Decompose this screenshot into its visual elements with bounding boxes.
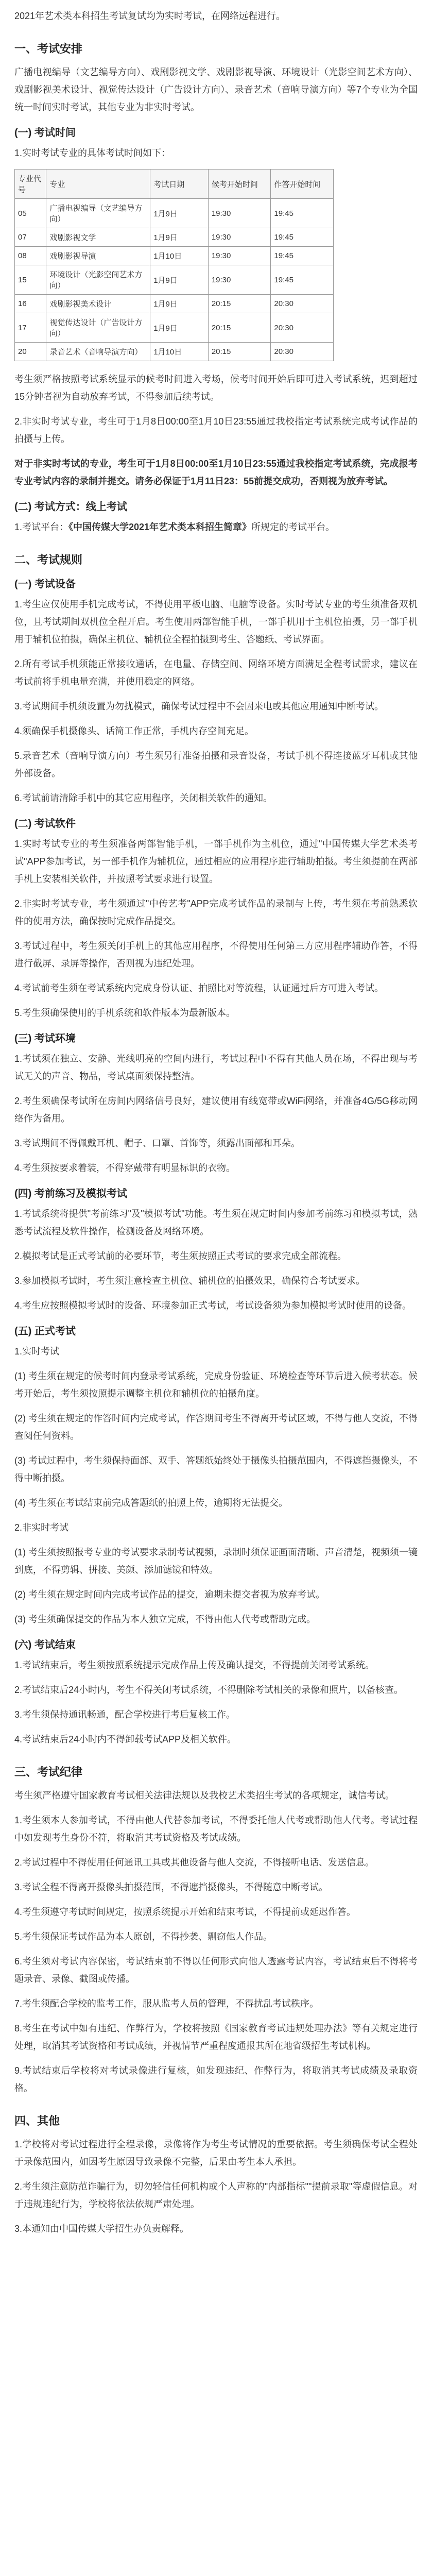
table-row — [15, 247, 334, 265]
section-2-heading: 二、考试规则 — [14, 553, 83, 566]
s1-sub1: (一) 考试时间 — [14, 127, 76, 139]
s2-p27: (2) 考生须在规定时间内完成考试作品的提交，逾期未提交者视为放弃考试。 — [14, 1589, 325, 1600]
s2-p15: 4.考生须按要求着装，不得穿戴带有明显标识的衣物。 — [14, 1163, 236, 1173]
th-wait: 候考开始时间 — [208, 170, 271, 199]
cell-date: 1月9日 — [150, 295, 209, 313]
s2-p24: (4) 考生须在考试结束前完成答题纸的拍照上传，逾期将无法提交。 — [14, 1498, 288, 1508]
cell-code: 05 — [15, 199, 46, 228]
table-row — [15, 199, 334, 228]
s2-p3: 3.考试期间手机须设置为勿扰模式，确保考试过程中不会因来电或其他应用通知中断考试。 — [14, 701, 384, 711]
s2-p4: 4.须确保手机摄像头、话筒工作正常，手机内存空间充足。 — [14, 726, 254, 736]
intro-paragraph: 2021年艺术类本科招生考试复试均为实时考试，在网络远程进行。 — [14, 11, 286, 21]
s2-p19: 4.考生应按照模拟考试时的设备、环境参加正式考试，考试设备须为参加模拟考试时使用的设备。 — [14, 1300, 412, 1311]
s3-p9: 8.考生在考试中如有违纪、作弊行为，学校将按照《国家教育考试违规处理办法》等有关规定进行处理，取消其考试资格和考试成绩，并视情节严重程度通报其所在地省级招生考试机构。 — [14, 2023, 418, 2051]
s2-p1: 1.考生应仅使用手机完成考试，不得使用平板电脑、电脑等设备。实时考试专业的考生须准备双机位，且考试期间双机位全程开启。考生使用两部智能手机，一部手机用于主机位拍摄，另一部手机用于辅机位拍摄，确保主机位、辅机位全程拍摄到考生、答题纸、考试界面。 — [14, 599, 418, 645]
cell-answer: 20:30 — [271, 295, 334, 313]
cell-code: 07 — [15, 228, 46, 247]
cell-wait: 20:15 — [208, 343, 271, 361]
cell-answer: 19:45 — [271, 247, 334, 265]
cell-wait: 19:30 — [208, 199, 271, 228]
s2-p13: 2.考生须确保考试所在房间内网络信号良好，建议使用有线宽带或WiFi网络，并准备4G/5G移动网络作为备用。 — [14, 1096, 418, 1124]
section-3-heading: 三、考试纪律 — [14, 1766, 83, 1778]
s2-p32: 4.考试结束后24小时内不得卸载考试APP及相关软件。 — [14, 1734, 237, 1744]
cell-date: 1月10日 — [150, 343, 209, 361]
s2-p29: 1.考试结束后，考生须按照系统提示完成作品上传及确认提交，不得提前关闭考试系统。 — [14, 1660, 375, 1670]
table-row — [15, 265, 334, 295]
s2-p18: 3.参加模拟考试时，考生须注意检查主机位、辅机位的拍摄效果，确保符合考试要求。 — [14, 1276, 366, 1286]
cell-wait: 20:15 — [208, 313, 271, 343]
cell-date: 1月9日 — [150, 265, 209, 295]
s2-p14: 3.考试期间不得佩戴耳机、帽子、口罩、首饰等，须露出面部和耳朵。 — [14, 1138, 301, 1148]
s2-sub3: (三) 考试环境 — [14, 1033, 76, 1044]
cell-code: 08 — [15, 247, 46, 265]
s2-sub2: (二) 考试软件 — [14, 818, 76, 829]
s4-p2: 2.考生须注意防范诈骗行为，切勿轻信任何机构或个人声称的"内部指标""提前录取"等虚假信息。对于违规违纪行为，学校将依法依规严肃处理。 — [14, 2181, 418, 2209]
s2-p26: (1) 考生须按照报考专业的考试要求录制考试视频，录制时须保证画面清晰、声音清楚，视频须一镜到底，不得剪辑、拼接、美颜、添加滤镜和特效。 — [14, 1547, 418, 1575]
cell-answer: 20:30 — [271, 313, 334, 343]
s1-sub1-intro: 1.实时考试专业的具体考试时间如下： — [14, 148, 171, 158]
s2-p23: (3) 考试过程中，考生须保持面部、双手、答题纸始终处于摄像头拍摄范围内，不得遮挡摄像头，不得中断拍摄。 — [14, 1455, 418, 1483]
s2-p5: 5.录音艺术（音响导演方向）考生须另行准备拍摄和录音设备，考试手机不得连接蓝牙耳机或其他外部设备。 — [14, 751, 418, 778]
cell-code: 17 — [15, 313, 46, 343]
cell-answer: 19:45 — [271, 199, 334, 228]
section-4-heading: 四、其他 — [14, 2114, 60, 2127]
section-1-heading: 一、考试安排 — [14, 42, 83, 55]
s1-p3: 2.非实时考试专业，考生可于1月8日00:00至1月10日23:55通过我校指定考试系统完成考试作品的拍摄与上传。 — [14, 416, 418, 444]
s1-p1: 广播电视编导（文艺编导方向）、戏剧影视文学、戏剧影视导演、环境设计（光影空间艺术方向）、戏剧影视美术设计、视觉传达设计（广告设计方向）、录音艺术（音响导演方向）等7个专业为全国统一时间实时考试，其他专业为非实时考试。 — [14, 67, 418, 112]
s2-p11: 5.考生须确保使用的手机系统和软件版本为最新版本。 — [14, 1008, 236, 1018]
cell-major: 戏剧影视文学 — [46, 228, 150, 247]
s3-p10: 9.考试结束后学校将对考试录像进行复核，如发现违纪、作弊行为，将取消其考试成绩及录取资格。 — [14, 2065, 418, 2093]
cell-code: 16 — [15, 295, 46, 313]
cell-wait: 19:30 — [208, 265, 271, 295]
s2-p9: 3.考试过程中，考生须关闭手机上的其他应用程序，不得使用任何第三方应用程序辅助作答，不得进行截屏、录屏等操作，否则视为违纪处理。 — [14, 941, 418, 969]
cell-code: 20 — [15, 343, 46, 361]
s1-p5: 1.考试平台：《中国传媒大学2021年艺术类本科招生简章》所规定的考试平台。 — [14, 522, 335, 532]
table-row — [15, 228, 334, 247]
s2-sub1: (一) 考试设备 — [14, 579, 76, 590]
cell-major: 戏剧影视美术设计 — [46, 295, 150, 313]
s4-p1: 1.学校将对考试过程进行全程录像，录像将作为考生考试情况的重要依据。考生须确保考试全程处于录像范围内，如因考生原因导致录像不完整，后果由考生本人承担。 — [14, 2139, 418, 2167]
s2-sub6: (六) 考试结束 — [14, 1639, 76, 1651]
s2-p2: 2.所有考试手机须能正常接收通话，在电量、存储空间、网络环境方面满足全程考试需求，建议在考试前将手机电量充满，并使用稳定的网络。 — [14, 659, 418, 687]
exam-schedule-table — [14, 169, 334, 361]
cell-date: 1月10日 — [150, 247, 209, 265]
cell-wait: 20:15 — [208, 295, 271, 313]
cell-code: 15 — [15, 265, 46, 295]
cell-major: 录音艺术（音响导演方向） — [46, 343, 150, 361]
cell-date: 1月9日 — [150, 313, 209, 343]
th-major: 专业 — [46, 170, 150, 199]
s2-p21: (1) 考生须在规定的候考时间内登录考试系统，完成身份验证、环境检查等环节后进入候考状态。候考开始后，考生须按照提示调整主机位和辅机位的拍摄角度。 — [14, 1371, 418, 1399]
s3-p1: 考生须严格遵守国家教育考试相关法律法规以及我校艺术类招生考试的各项规定，诚信考试。 — [14, 1790, 394, 1801]
s3-p4: 3.考试全程不得离开摄像头拍摄范围，不得遮挡摄像头，不得随意中断考试。 — [14, 1882, 329, 1892]
s2-p7: 1.实时考试专业的考生须准备两部智能手机，一部手机作为主机位，通过"中国传媒大学艺术类考试"APP参加考试，另一部手机作为辅机位，通过相应的应用程序进行辅助拍摄。考生须提前在两部手机上安装相关软件，并按照考试要求进行设置。 — [14, 839, 418, 884]
s3-p5: 4.考生须遵守考试时间规定，按照系统提示开始和结束考试，不得提前或延迟作答。 — [14, 1907, 356, 1917]
s2-p6: 6.考试前请清除手机中的其它应用程序，关闭相关软件的通知。 — [14, 793, 273, 803]
s2-p17: 2.模拟考试是正式考试前的必要环节，考生须按照正式考试的要求完成全部流程。 — [14, 1251, 347, 1261]
cell-wait: 19:30 — [208, 228, 271, 247]
table-row — [15, 343, 334, 361]
table-row — [15, 313, 334, 343]
cell-answer: 19:45 — [271, 265, 334, 295]
s2-p28: (3) 考生须确保提交的作品为本人独立完成，不得由他人代考或帮助完成。 — [14, 1614, 316, 1624]
table-row — [15, 295, 334, 313]
s4-p3: 3.本通知由中国传媒大学招生办负责解释。 — [14, 2224, 189, 2234]
s2-sub4: (四) 考前练习及模拟考试 — [14, 1188, 127, 1199]
s3-p7: 6.考生须对考试内容保密，考试结束前不得以任何形式向他人透露考试内容，考试结束后不得将考题录音、录像、截图或传播。 — [14, 1956, 418, 1984]
s3-p2: 1.考生须本人参加考试，不得由他人代替参加考试，不得委托他人代考或帮助他人代考。考试过程中如发现考生身份不符，将取消其考试资格及考试成绩。 — [14, 1815, 418, 1843]
s2-p22: (2) 考生须在规定的作答时间内完成考试，作答期间考生不得离开考试区域，不得与他人交流，不得查阅任何资料。 — [14, 1413, 418, 1441]
cell-wait: 19:30 — [208, 247, 271, 265]
s2-p16: 1.考试系统将提供"考前练习"及"模拟考试"功能。考生须在规定时间内参加考前练习和模拟考试，熟悉考试流程及软件操作，检测设备及网络环境。 — [14, 1209, 418, 1236]
s1-p2: 考生须严格按照考试系统显示的候考时间进入考场，候考时间开始后即可进入考试系统，迟到超过15分钟者视为自动放弃考试，不得参加后续考试。 — [14, 374, 418, 402]
s2-p12: 1.考试须在独立、安静、光线明亮的空间内进行，考试过程中不得有其他人员在场，不得出现与考试无关的声音、物品，考试桌面须保持整洁。 — [14, 1054, 418, 1081]
table-header-row — [15, 170, 334, 199]
th-answer: 作答开始时间 — [271, 170, 334, 199]
cell-answer: 19:45 — [271, 228, 334, 247]
cell-date: 1月9日 — [150, 228, 209, 247]
th-date: 考试日期 — [150, 170, 209, 199]
cell-major: 环境设计（光影空间艺术方向） — [46, 265, 150, 295]
s2-p30: 2.考试结束后24小时内，考生不得关闭考试系统，不得删除考试相关的录像和照片，以备核查。 — [14, 1685, 404, 1695]
s2-p20: 1.实时考试 — [14, 1346, 60, 1357]
th-code: 专业代号 — [15, 170, 46, 199]
s2-p10: 4.考试前考生须在考试系统内完成身份认证、拍照比对等流程，认证通过后方可进入考试。 — [14, 983, 384, 993]
cell-major: 广播电视编导（文艺编导方向） — [46, 199, 150, 228]
cell-major: 视觉传达设计（广告设计方向） — [46, 313, 150, 343]
cell-answer: 20:30 — [271, 343, 334, 361]
s3-p8: 7.考生须配合学校的监考工作，服从监考人员的管理，不得扰乱考试秩序。 — [14, 1998, 319, 2009]
s2-sub5: (五) 正式考试 — [14, 1326, 76, 1337]
s3-p3: 2.考试过程中不得使用任何通讯工具或其他设备与他人交流，不得接听电话、发送信息。 — [14, 1857, 375, 1868]
cell-date: 1月9日 — [150, 199, 209, 228]
s3-p6: 5.考生须保证考试作品为本人原创，不得抄袭、剽窃他人作品。 — [14, 1931, 273, 1942]
s2-p8: 2.非实时考试专业，考生须通过"中传艺考"APP完成考试作品的录制与上传，考生须在考前熟悉软件的使用方法，确保按时完成作品提交。 — [14, 899, 418, 926]
s2-p31: 3.考生须保持通讯畅通，配合学校进行考后复核工作。 — [14, 1709, 236, 1720]
s1-p4: 对于非实时考试的专业，考生可于1月8日00:00至1月10日23:55通过我校指定考试系统，完成报考专业考试内容的录制并提交。请务必保证于1月11日23：55前提交成功，否则视为放弃考试。 — [14, 459, 418, 486]
s1-sub2: (二) 考试方式：线上考试 — [14, 501, 127, 513]
cell-major: 戏剧影视导演 — [46, 247, 150, 265]
s2-p25: 2.非实时考试 — [14, 1522, 69, 1533]
